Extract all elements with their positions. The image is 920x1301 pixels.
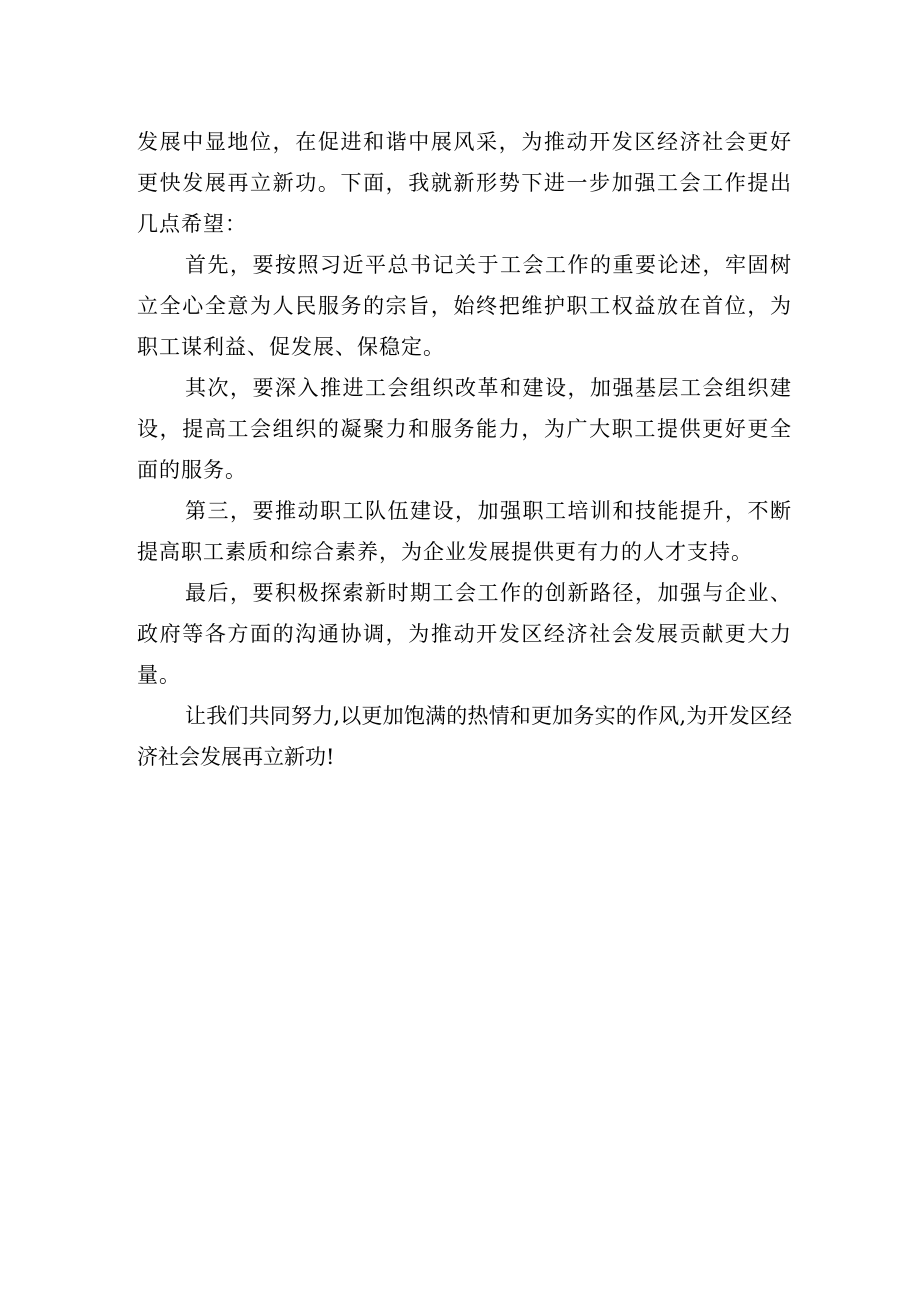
paragraph-closing: 让我们共同努力,以更加饱满的热情和更加务实的作风,为开发区经济社会发展再立新功! <box>137 704 792 769</box>
paragraph-third-point: 第三，要推动职工队伍建设，加强职工培训和技能提升，不断提高职工素质和综合素养，为企业发展提供更有力的人才支持。 <box>137 499 792 564</box>
paragraph-continuation: 发展中显地位，在促进和谐中展风采，为推动开发区经济社会更好更快发展再立新功。下面，我就新形势下进一步加强工会工作提出几点希望： <box>137 130 792 236</box>
document-body <box>137 122 792 778</box>
paragraph-first-point: 首先，要按照习近平总书记关于工会工作的重要论述，牢固树立全心全意为人民服务的宗旨，始终把维护职工权益放在首位，为职工谋利益、促发展、保稳定。 <box>137 253 792 359</box>
paragraph-second-point: 其次，要深入推进工会组织改革和建设，加强基层工会组织建设，提高工会组织的凝聚力和服务能力，为广大职工提供更好更全面的服务。 <box>137 376 792 482</box>
paragraph-final-point: 最后，要积极探索新时期工会工作的创新路径，加强与企业、政府等各方面的沟通协调，为推动开发区经济社会发展贡献更大力量。 <box>137 581 792 687</box>
